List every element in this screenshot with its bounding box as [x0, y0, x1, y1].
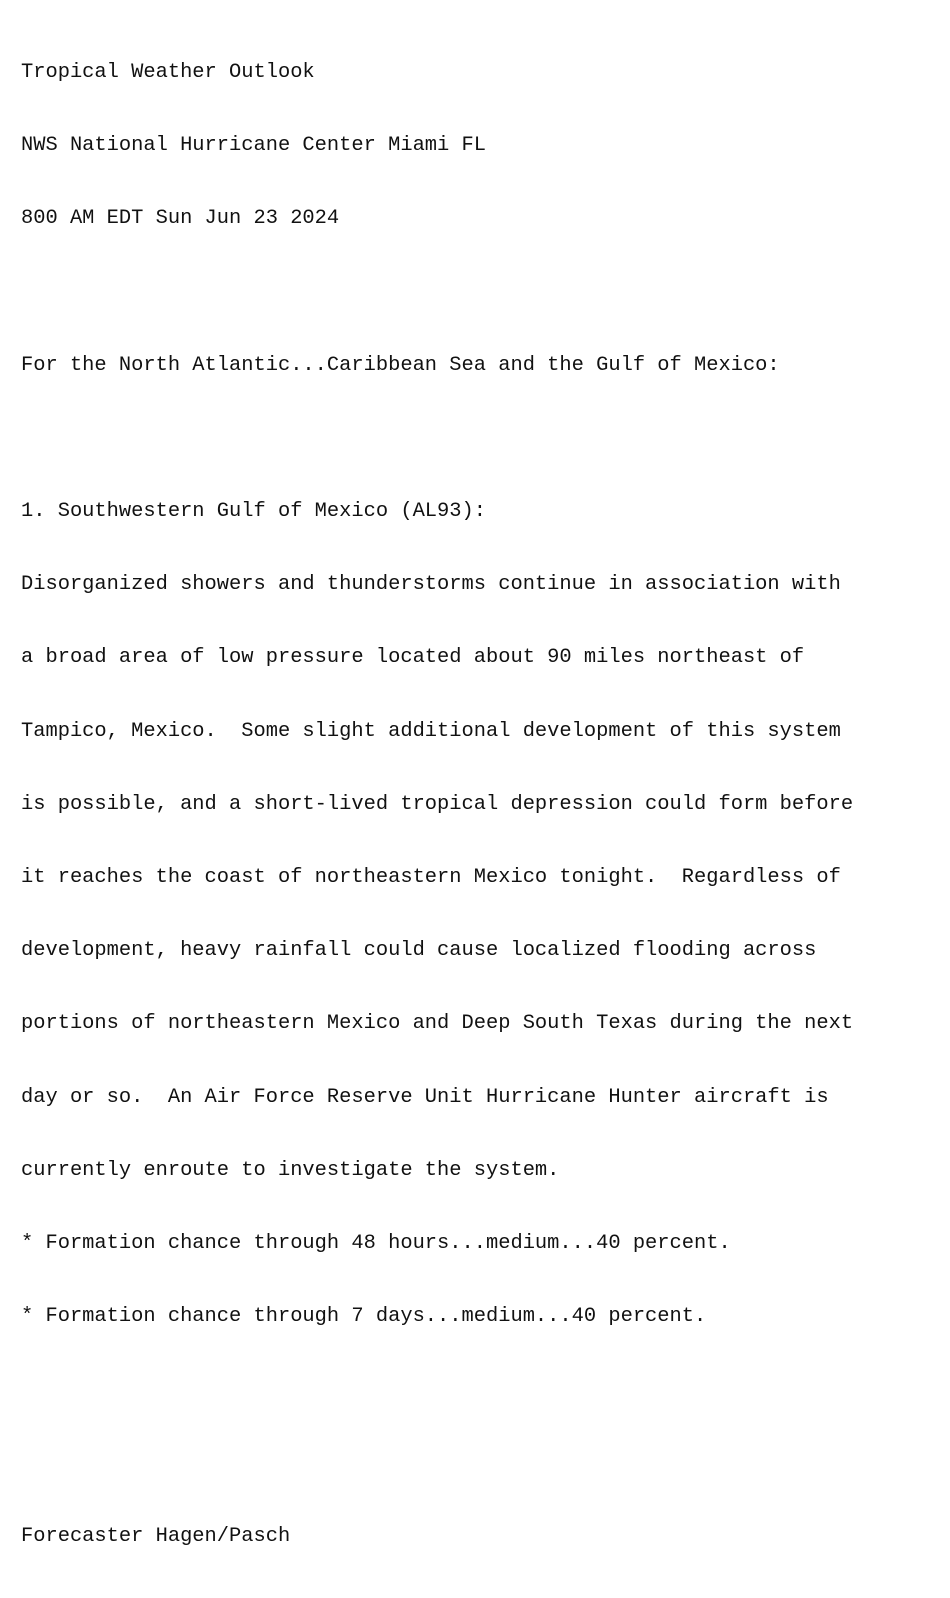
- outlook-title: Tropical Weather Outlook: [21, 60, 315, 84]
- blank-line: [21, 427, 853, 451]
- forecaster-signature: Forecaster Hagen/Pasch: [21, 1524, 291, 1548]
- discussion-line: it reaches the coast of northeastern Mexico tonight. Regardless of: [21, 866, 841, 890]
- issue-time: 800 AM EDT Sun Jun 23 2024: [21, 207, 340, 231]
- blank-line: [21, 1378, 853, 1402]
- discussion-line: currently enroute to investigate the system.: [21, 1158, 560, 1182]
- system-heading: 1. Southwestern Gulf of Mexico (AL93):: [21, 500, 486, 524]
- discussion-line: day or so. An Air Force Reserve Unit Hurricane Hunter aircraft is: [21, 1085, 829, 1109]
- outlook-text: [21, 12, 853, 1598]
- discussion-line: Disorganized showers and thunderstorms continue in association with: [21, 573, 841, 597]
- blank-line: [21, 1452, 853, 1476]
- formation-chance-48h: * Formation chance through 48 hours...medium...40 percent.: [21, 1232, 731, 1256]
- formation-chance-7d: * Formation chance through 7 days...medium...40 percent.: [21, 1305, 707, 1329]
- blank-line: [21, 280, 853, 304]
- discussion-line: Tampico, Mexico. Some slight additional development of this system: [21, 719, 841, 743]
- issuing-office: NWS National Hurricane Center Miami FL: [21, 134, 486, 158]
- discussion-line: development, heavy rainfall could cause localized flooding across: [21, 939, 817, 963]
- discussion-line: portions of northeastern Mexico and Deep South Texas during the next: [21, 1012, 854, 1036]
- discussion-line: is possible, and a short-lived tropical depression could form before: [21, 792, 854, 816]
- discussion-line: a broad area of low pressure located about 90 miles northeast of: [21, 646, 805, 670]
- region-statement: For the North Atlantic...Caribbean Sea and the Gulf of Mexico:: [21, 353, 780, 377]
